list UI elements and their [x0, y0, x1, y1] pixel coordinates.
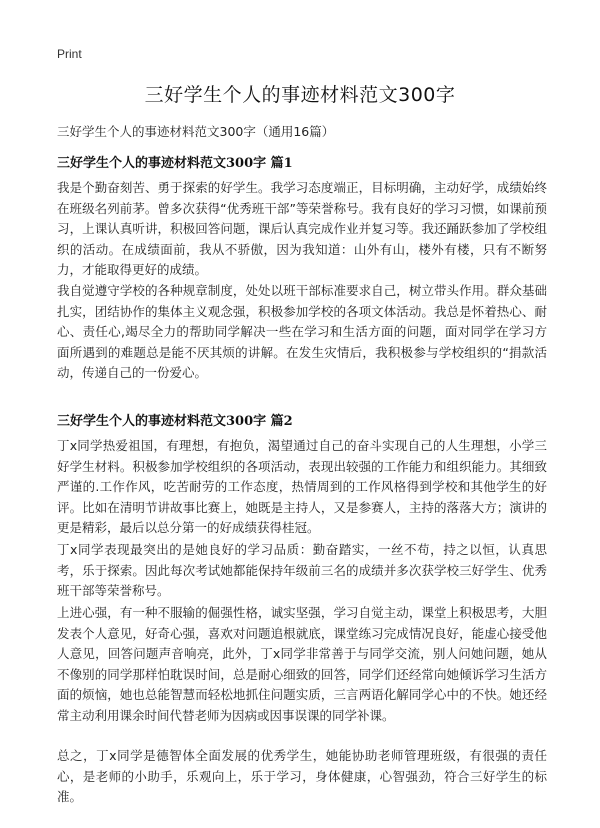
page-title: 三好学生个人的事迹材料范文300字: [144, 84, 456, 106]
section-1-paragraph-2: 我自觉遵守学校的各种规章制度，处处以班干部标准要求自己，树立带头作用。群众基础扎实，团结协作的集体主义观念强，积极参加学校的各项文体活动。我总是怀着热心、耐心、责任心,竭尽全力的帮助同学解决一些在学习和生活方面的问题，面对同学在学习方面所遇到的难题总是能不厌其烦的讲解。在发生灾情后，我积极参与学校组织的“捐款活动，传递自己的一份爱心。: [57, 283, 547, 380]
section-2-paragraph-3: 上进心强，有一种不服输的倔强性格，诚实坚强，学习自觉主动，课堂上积极思考，大胆发表个人意见，好奇心强，喜欢对问题追根就底，课堂练习完成情况良好，能虚心接受他人意见，回答问题声音响亮，此外，丁x同学非常善于与同学交流，别人问她问题，她从不像别的同学那样怕耽误时间，总是耐心细致的回答，同学们还经常向她倾诉学习生活方面的烦恼，她也总能智慧而轻松地抓住问题实质，三言两语化解同学心中的不快。她还经常主动利用课余时间代替老师为因病或因事误课的同学补课。: [57, 605, 547, 723]
section-heading-1: 三好学生个人的事迹材料范文300字 篇1: [57, 156, 293, 171]
section-2-paragraph-4: 总之，丁x同学是德智体全面发展的优秀学生，她能协助老师管理班级，有很强的责任心，是老师的小助手，乐观向上，乐于学习，身体健康，心智强劲，符合三好学生的标准。: [57, 748, 547, 804]
section-heading-2: 三好学生个人的事迹材料范文300字 篇2: [57, 414, 293, 429]
document-subtitle: 三好学生个人的事迹材料范文300字（通用16篇）: [57, 124, 335, 139]
section-2-paragraph-2: 丁x同学表现最突出的是她良好的学习品质：勤奋踏实，一丝不苟，持之以恒，认真思考，乐于探索。因此每次考试她都能保持年级前三名的成绩并多次获学校三好学生、优秀班干部等荣誉称号。: [57, 542, 547, 598]
section-1-paragraph-1: 我是个勤奋刻苦、勇于探索的好学生。我学习态度端正，目标明确，主动好学，成绩始终在班级名列前茅。曾多次获得“优秀班干部”等荣誉称号。我有良好的学习习惯，如课前预习，上课认真听讲，积极回答问题，课后认真完成作业并复习等。我还踊跃参加了学校组织的活动。在成绩面前，我从不骄傲，因为我知道：山外有山，楼外有楼，只有不断努力，才能取得更好的成绩。: [57, 180, 547, 277]
section-2-paragraph-1: 丁x同学热爱祖国，有理想，有抱负，渴望通过自己的奋斗实现自己的人生理想，小学三好学生材料。积极参加学校组织的各项活动，表现出较强的工作能力和组织能力。其细致严谨的.工作作风，吃苦耐劳的工作态度，热情周到的工作风格得到学校和其他学生的好评。比如在清明节讲故事比赛上，她既是主持人，又是参赛人，主持的落落大方；演讲的更是精彩，最后以总分第一的好成绩获得桂冠。: [57, 438, 547, 535]
print-link[interactable]: Print: [57, 47, 82, 61]
